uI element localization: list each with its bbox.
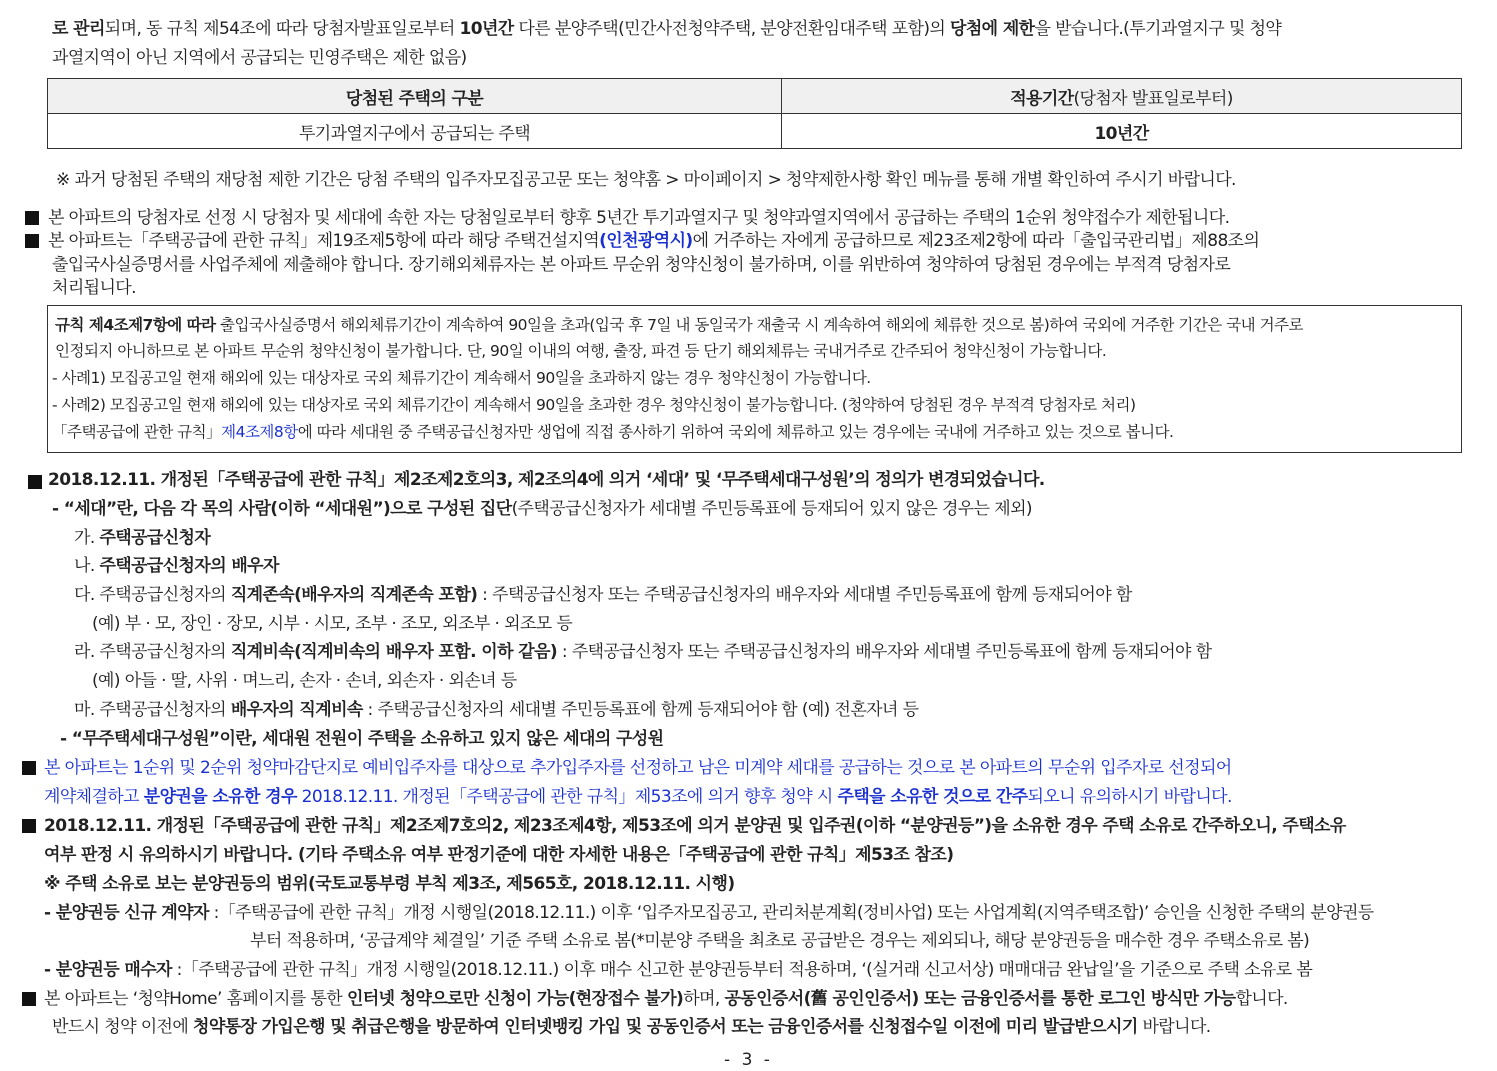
household-definition: - “세대”란, 다음 각 목의 사람(이하 “세대원”)으로 구성된 집단(주택공급신청자가 세대별 주민등록표에 등재되어 있지 않은 경우는 제외) (52, 499, 1032, 519)
homeless-member-definition: - “무주택세대구성원”이란, 세대원 전원이 주택을 소유하고 있지 않은 세대의 구성원 (60, 729, 664, 749)
item-na: 나. 주택공급신청자의 배우자 (74, 556, 279, 576)
item-ra-example: (예) 아들 · 딸, 사위 · 며느리, 손자 · 손녀, 외손자 · 외손녀 등 (92, 671, 517, 691)
table-header-category: 당첨된 주택의 구분 (48, 79, 782, 114)
bullet-residence-line-1: 본 아파트는「주택공급에 관한 규칙」제19조제5항에 따라 해당 주택건설지역(인천광역시)에 거주하는 자에게 공급하므로 제23조제2항에 따라「출입국관리법」제88조의 (48, 231, 1260, 251)
unranked-notice-line-1: 본 아파트는 1순위 및 2순위 청약마감단지로 예비입주자를 대상으로 추가입주자를 선정하고 남은 미계약 세대를 공급하는 것으로 본 아파트의 무순위 입주자로 선정되어 (44, 758, 1232, 778)
intro-line-1: 로 관리되며, 동 규칙 제54조에 따라 당첨자발표일로부터 10년간 다른 분양주택(민간사전청약주택, 분양전환임대주택 포함)의 당첨에 제한을 받습니다.(투기과열지구 및 청약 (52, 19, 1282, 39)
new-contractor-line-2: 부터 적용하며, ‘공급계약 체결일’ 기준 주택 소유로 봄(*미분양 주택을 최초로 공급받은 경우는 제외되나, 해당 분양권등을 매수한 경우 주택소유로 봄) (250, 931, 1310, 951)
item-da: 다. 주택공급신청자의 직계존속(배우자의 직계존속 포함) : 주택공급신청자 또는 주택공급신청자의 배우자와 세대별 주민등록표에 함께 등재되어야 함 (74, 585, 1132, 605)
bullet-square-icon (25, 211, 39, 225)
unranked-notice-line-2: 계약체결하고 분양권을 소유한 경우 2018.12.11. 개정된「주택공급에 관한 규칙」제53조에 의거 향후 청약 시 주택을 소유한 것으로 간주되오니 유의하시기 바랍니다. (44, 787, 1232, 807)
bullet-square-icon (22, 992, 36, 1006)
intro-line-2: 과열지역이 아닌 지역에서 공급되는 민영주택은 제한 없음) (52, 48, 467, 68)
bullet-square-icon (25, 234, 39, 248)
item-ma: 마. 주택공급신청자의 배우자의 직계비속 : 주택공급신청자의 세대별 주민등록표에 함께 등재되어야 함 (예) 전혼자녀 등 (74, 700, 919, 720)
bullet-residence-line-2: 출입국사실증명서를 사업주체에 제출해야 합니다. 장기해외체류자는 본 아파트 무순위 청약신청이 불가하며, 이를 위반하여 청약하여 당첨된 경우에는 부적격 당첨자로 (52, 255, 1231, 275)
buyer-line: - 분양권등 매수자 :「주택공급에 관한 규칙」개정 시행일(2018.12.11.) 이후 매수 신고한 분양권등부터 적용하며, ‘(실거래 신고서상) 매매대금 완납일’을 기준으로 주택 소유로 봄 (44, 960, 1313, 980)
box-line-2: 인정되지 아니하므로 본 아파트 무순위 청약신청이 불가합니다. 단, 90일 이내의 여행, 출장, 파견 등 단기 해외체류는 국내거주로 간주되어 청약신청이 가능합니다. (55, 342, 1107, 360)
bullet-first-priority-limit: 본 아파트의 당첨자로 선정 시 당첨자 및 세대에 속한 자는 당첨일로부터 향후 5년간 투기과열지구 및 청약과열지역에서 공급하는 주택의 1순위 청약접수가 제한됩니다. (48, 208, 1230, 228)
section-title-household: 2018.12.11. 개정된「주택공급에 관한 규칙」제2조제2호의3, 제2조의4에 의거 ‘세대’ 및 ‘무주택세대구성원’의 정의가 변경되었습니다. (48, 470, 1045, 490)
table-cell-period: 10년간 (782, 114, 1462, 149)
box-case-1: - 사례1) 모집공고일 현재 해외에 있는 대상자로 국외 체류기간이 계속해서 90일을 초과하지 않는 경우 청약신청이 가능합니다. (52, 369, 871, 387)
online-application-line-1: 본 아파트는 ‘청약Home’ 홈페이지를 통한 인터넷 청약으로만 신청이 가능(현장접수 불가)하며, 공동인증서(舊 공인인증서) 또는 금융인증서를 통한 로그인 방식만 가능합니다. (44, 989, 1288, 1009)
table-row (48, 114, 1462, 149)
presale-rights-line-2: 여부 판정 시 유의하시기 바랍니다. (기타 주택소유 여부 판정기준에 대한 자세한 내용은「주택공급에 관한 규칙」제53조 참조) (44, 845, 954, 865)
presale-rights-scope: ※ 주택 소유로 보는 분양권등의 범위(국토교통부령 부칙 제3조, 제565호, 2018.12.11. 시행) (44, 874, 735, 894)
item-ga: 가. 주택공급신청자 (74, 528, 211, 548)
box-line-1: 규칙 제4조제7항에 따라 출입국사실증명서 해외체류기간이 계속하여 90일을 초과(입국 후 7일 내 동일국가 재출국 시 계속하여 해외에 체류한 것으로 봄)하여 국외에 거주한 기간은 국내 거주로 (55, 316, 1303, 334)
box-line-5: 「주택공급에 관한 규칙」제4조제8항에 따라 세대원 중 주택공급신청자만 생업에 직접 종사하기 위하여 국외에 체류하고 있는 경우에는 국내에 거주하고 있는 것으로 봅니다. (52, 423, 1174, 441)
bullet-square-icon (28, 475, 42, 489)
bullet-square-icon (22, 761, 36, 775)
table-header-period: 적용기간(당첨자 발표일로부터) (782, 79, 1462, 114)
page-number: - 3 - (724, 1050, 773, 1070)
restriction-table (47, 78, 1462, 149)
item-da-example: (예) 부 · 모, 장인 · 장모, 시부 · 시모, 조부 · 조모, 외조부 · 외조모 등 (92, 614, 573, 634)
table-cell-category: 투기과열지구에서 공급되는 주택 (48, 114, 782, 149)
box-case-2: - 사례2) 모집공고일 현재 해외에 있는 대상자로 국외 체류기간이 계속해서 90일을 초과한 경우 청약신청이 불가능합니다. (청약하여 당첨된 경우 부적격 당첨자로 처리) (52, 396, 1136, 414)
table-header-row (48, 79, 1462, 114)
presale-rights-line-1: 2018.12.11. 개정된「주택공급에 관한 규칙」제2조제7호의2, 제23조제4항, 제53조에 의거 분양권 및 입주권(이하 “분양권등”)을 소유한 경우 주택 소유로 간주하오니, 주택소유 (44, 816, 1346, 836)
bullet-residence-line-3: 처리됩니다. (52, 278, 136, 298)
note-reapply-limit: ※ 과거 당첨된 주택의 재당첨 제한 기간은 당첨 주택의 입주자모집공고문 또는 청약홈 > 마이페이지 > 청약제한사항 확인 메뉴를 통해 개별 확인하여 주시기 바랍니다. (56, 170, 1236, 190)
item-ra: 라. 주택공급신청자의 직계비속(직계비속의 배우자 포함. 이하 같음) : 주택공급신청자 또는 주택공급신청자의 배우자와 세대별 주민등록표에 함께 등재되어야 함 (74, 642, 1212, 662)
online-application-line-2: 반드시 청약 이전에 청약통장 가입은행 및 취급은행을 방문하여 인터넷뱅킹 가입 및 공동인증서 또는 금융인증서를 신청접수일 이전에 미리 발급받으시기 바랍니다. (52, 1017, 1211, 1037)
bullet-square-icon (22, 819, 36, 833)
new-contractor-line-1: - 분양권등 신규 계약자 :「주택공급에 관한 규칙」개정 시행일(2018.12.11.) 이후 ‘입주자모집공고, 관리처분계획(정비사업) 또는 사업계획(지역주택조합)’ 승인을 신청한 주택의 분양권등 (44, 903, 1374, 923)
